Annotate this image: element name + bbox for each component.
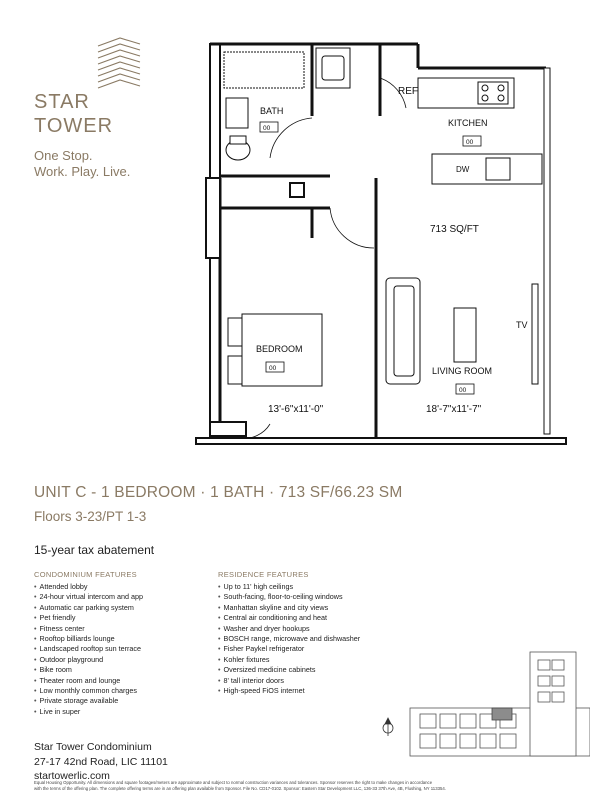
star-tower-logo-icon: [96, 36, 142, 92]
list-item: • Kohler fixtures: [218, 655, 418, 665]
list-item: • Low monthly common charges: [34, 686, 214, 696]
bedroom-dimensions: 13'-6"x11'-0": [268, 404, 324, 415]
bath-label: BATH: [260, 106, 284, 116]
bath-tag: 00: [263, 125, 271, 132]
list-item: • Pet friendly: [34, 613, 214, 623]
highlighted-unit: [492, 708, 512, 720]
condominium-features-heading: CONDOMINIUM FEATURES: [34, 570, 137, 579]
list-item: • Outdoor playground: [34, 655, 214, 665]
brand-name-line1: STAR: [34, 91, 90, 113]
legal-disclaimer: [34, 780, 594, 792]
list-item: • Attended lobby: [34, 582, 214, 592]
residence-features-heading: RESIDENCE FEATURES: [218, 570, 309, 579]
list-item: • Live in super: [34, 707, 214, 717]
tax-abatement-note: 15-year tax abatement: [34, 543, 155, 557]
brand-name-line2: TOWER: [34, 115, 114, 137]
brand-tagline: [34, 148, 164, 180]
list-item: • High-speed FiOS internet: [218, 686, 418, 696]
north-arrow-icon: [383, 718, 393, 736]
bath-fixtures: [224, 48, 350, 160]
list-item: • Rooftop billiards lounge: [34, 634, 214, 644]
bedroom-label: BEDROOM: [256, 344, 303, 354]
disclaimer-line2: with the terms of the offering plan. The complete offering terms are in an offering plan available from Sponsor. File No. CD17-0102. Sponsor: Eastern Star Development LLC, 136-33 37th Ave, 4B, Flushing, NY 113354.: [34, 786, 446, 791]
floor-plan: [180, 38, 580, 458]
unit-floors: Floors 3-23/PT 1-3: [34, 509, 147, 524]
tagline-line2: Work. Play. Live.: [34, 164, 131, 179]
website-link[interactable]: startowerlic.com: [34, 770, 110, 782]
list-item: • BOSCH range, microwave and dishwasher: [218, 634, 418, 644]
kitchen-counters: [418, 78, 542, 184]
brand-name: [34, 90, 113, 138]
street-address: 27-17 42nd Road, LIC 11101: [34, 755, 168, 768]
living-room-tag: 00: [459, 387, 467, 394]
list-item: • 24-hour virtual intercom and app: [34, 592, 214, 602]
kitchen-tag: 00: [466, 139, 474, 146]
tv-unit: [532, 284, 538, 384]
tv-label: TV: [516, 320, 528, 330]
window-strip: [544, 68, 550, 434]
list-item: • Bike room: [34, 665, 214, 675]
closet-left: [206, 178, 220, 258]
living-room-dimensions: 18'-7"x11'-7": [426, 404, 482, 415]
list-item: • Central air conditioning and heat: [218, 613, 418, 623]
list-item: • 8' tall interior doors: [218, 676, 418, 686]
list-item: • Fitness center: [34, 624, 214, 634]
area-label: 713 SQ/FT: [430, 224, 479, 235]
building-name: Star Tower Condominium: [34, 741, 152, 753]
list-item: • Manhattan skyline and city views: [218, 603, 418, 613]
bedroom-tag: 00: [269, 365, 277, 372]
list-item: • Landscaped rooftop sun terrace: [34, 644, 214, 654]
list-item: • Private storage available: [34, 696, 214, 706]
condominium-features-list: [34, 582, 214, 717]
list-item: • Theater room and lounge: [34, 676, 214, 686]
tagline-line1: One Stop.: [34, 148, 93, 163]
disclaimer-line1: Equal Housing Opportunity. All dimensions and square footages/meters are approximate and subject to normal construction variances and tolerances. Sponsor reserves the right to make changes in accordance: [34, 780, 433, 785]
list-item: • Washer and dryer hookups: [218, 624, 418, 634]
list-item: • South-facing, floor-to-ceiling windows: [218, 592, 418, 602]
address-block: [34, 740, 168, 784]
list-item: • Fisher Paykel refrigerator: [218, 644, 418, 654]
key-plan: [380, 648, 590, 760]
condominium-features: [34, 570, 214, 717]
dw-label: DW: [456, 165, 470, 174]
unit-title: UNIT C - 1 BEDROOM · 1 BATH · 713 SF/66.23 SM: [34, 484, 403, 501]
list-item: • Oversized medicine cabinets: [218, 665, 418, 675]
list-item: • Up to 11' high ceilings: [218, 582, 418, 592]
list-item: • Automatic car parking system: [34, 603, 214, 613]
kitchen-label: KITCHEN: [448, 118, 488, 128]
column: [290, 183, 304, 197]
living-room-label: LIVING ROOM: [432, 366, 493, 376]
ref-label: REF: [398, 86, 418, 97]
